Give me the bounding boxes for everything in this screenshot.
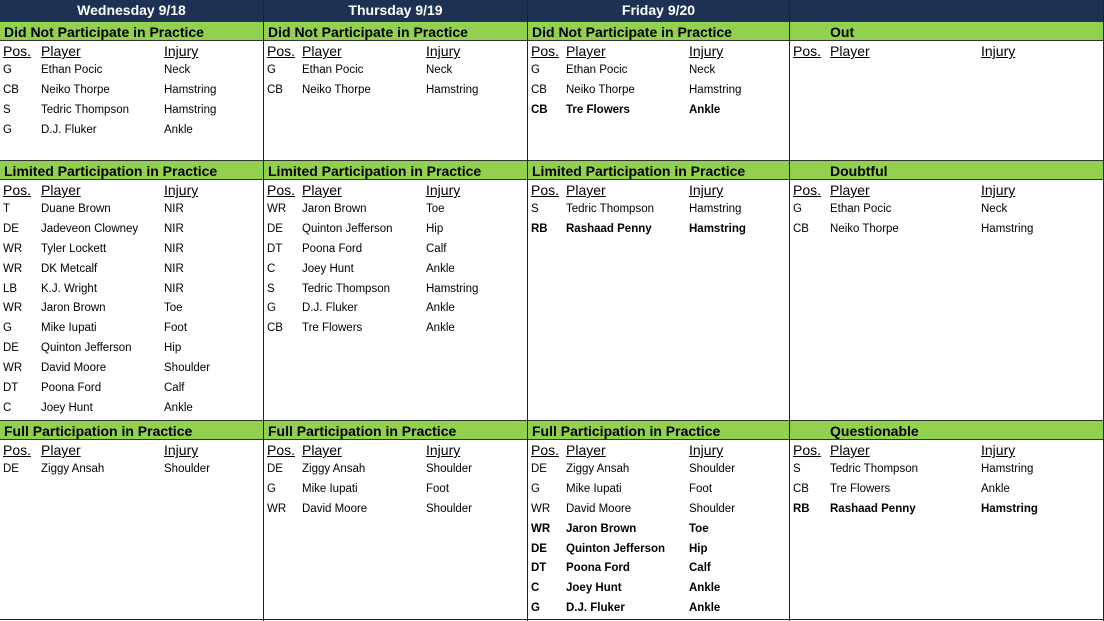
injury-cell: Neck <box>689 64 716 76</box>
column-headers <box>528 440 789 460</box>
position-cell: LB <box>3 282 18 295</box>
injury-cell: Calf <box>689 562 711 575</box>
bottom-border <box>0 619 1104 620</box>
injury-header: Injury <box>981 442 1016 458</box>
day-header: Wednesday 9/18 <box>0 0 263 21</box>
position-cell: CB <box>531 103 548 116</box>
column-headers <box>0 440 263 460</box>
section-title: Full Participation in Practice <box>528 420 789 440</box>
injury-cell: Hip <box>164 342 182 355</box>
injury-header: Injury <box>426 43 461 59</box>
player-row <box>790 200 1103 220</box>
position-cell: RB <box>531 222 548 235</box>
pos-header: Pos. <box>3 43 32 59</box>
column-headers <box>790 41 1103 61</box>
column-headers <box>264 41 527 61</box>
injury-header: Injury <box>689 43 724 59</box>
injury-cell: Neck <box>164 64 191 76</box>
section-title: Doubtful <box>790 160 1103 180</box>
player-name-cell: Joey Hunt <box>566 582 622 595</box>
player-name-cell: Ethan Pocic <box>830 203 892 215</box>
player-row <box>264 220 527 240</box>
player-name-cell: Rashaad Penny <box>830 502 916 515</box>
player-header: Player <box>302 43 342 59</box>
player-name-cell: Tedric Thompson <box>41 103 129 116</box>
injury-cell: Shoulder <box>164 362 211 375</box>
player-name-cell: Rashaad Penny <box>566 222 652 235</box>
player-row <box>528 101 789 121</box>
injury-cell: Hamstring <box>689 83 742 96</box>
injury-cell: Ankle <box>164 401 193 414</box>
position-cell: T <box>3 203 11 215</box>
section-title: Questionable <box>790 420 1103 440</box>
injury-cell: Hamstring <box>689 203 742 215</box>
injury-header: Injury <box>164 442 199 458</box>
player-name-cell: Joey Hunt <box>41 401 93 414</box>
practice-section <box>528 21 789 121</box>
player-row <box>0 399 263 419</box>
injury-cell: Hamstring <box>426 83 479 96</box>
player-name-cell: Neiko Thorpe <box>41 83 110 96</box>
injury-cell: Ankle <box>689 602 721 615</box>
injury-cell: Foot <box>689 482 713 495</box>
player-name-cell: Neiko Thorpe <box>302 83 371 96</box>
player-row <box>528 520 789 540</box>
injury-cell: Ankle <box>164 123 193 136</box>
pos-header: Pos. <box>793 442 822 458</box>
section-title: Limited Participation in Practice <box>264 160 527 180</box>
player-row <box>790 460 1103 480</box>
position-cell: CB <box>267 322 283 335</box>
day-column <box>264 0 528 621</box>
player-row <box>0 101 263 121</box>
player-row <box>0 319 263 339</box>
injury-cell: Toe <box>164 302 183 315</box>
player-name-cell: Tedric Thompson <box>830 463 918 475</box>
player-row <box>0 220 263 240</box>
player-header: Player <box>41 182 81 198</box>
position-cell: DE <box>267 222 283 235</box>
position-cell: WR <box>267 502 287 515</box>
practice-section <box>790 420 1103 520</box>
injury-cell: Toe <box>426 203 445 215</box>
column-headers <box>0 41 263 61</box>
player-name-cell: Jaron Brown <box>41 302 106 315</box>
player-name-cell: Jaron Brown <box>302 203 367 215</box>
column-headers <box>790 440 1103 460</box>
player-name-cell: Duane Brown <box>41 203 111 215</box>
player-row <box>0 260 263 280</box>
injury-cell: Ankle <box>689 103 721 116</box>
injury-header: Injury <box>689 442 724 458</box>
practice-section <box>0 21 263 141</box>
practice-section <box>264 420 527 520</box>
day-column <box>0 0 264 621</box>
injury-header: Injury <box>164 182 199 198</box>
player-row <box>0 121 263 141</box>
player-row <box>0 240 263 260</box>
position-cell: G <box>267 482 276 495</box>
position-cell: CB <box>793 482 809 495</box>
player-name-cell: Mike Iupati <box>41 322 97 335</box>
player-row <box>0 280 263 300</box>
practice-section <box>790 160 1103 240</box>
injury-cell: Hamstring <box>164 103 217 116</box>
player-header: Player <box>302 442 342 458</box>
position-cell: G <box>267 302 276 315</box>
position-cell: WR <box>531 522 551 535</box>
player-row <box>528 540 789 560</box>
position-cell: C <box>531 582 540 595</box>
injury-cell: Hamstring <box>981 502 1038 515</box>
section-title: Limited Participation in Practice <box>0 160 263 180</box>
injury-cell: Hamstring <box>426 282 479 295</box>
position-cell: G <box>3 322 12 335</box>
section-title: Did Not Participate in Practice <box>264 21 527 41</box>
position-cell: G <box>531 64 540 76</box>
player-name-cell: Ziggy Ansah <box>566 463 630 475</box>
column-headers <box>264 440 527 460</box>
position-cell: WR <box>3 362 23 375</box>
day-header: Friday 9/20 <box>528 0 789 21</box>
pos-header: Pos. <box>531 182 560 198</box>
player-row <box>0 379 263 399</box>
player-name-cell: Neiko Thorpe <box>566 83 635 96</box>
day-column <box>528 0 790 621</box>
position-cell: DE <box>531 542 547 555</box>
injury-cell: Neck <box>426 64 453 76</box>
practice-section <box>264 160 527 339</box>
position-cell: G <box>3 64 12 76</box>
player-name-cell: David Moore <box>302 502 368 515</box>
day-header: Thursday 9/19 <box>264 0 527 21</box>
position-cell: C <box>3 401 12 414</box>
player-row <box>264 460 527 480</box>
practice-section <box>264 21 527 101</box>
column-headers <box>0 180 263 200</box>
player-header: Player <box>566 442 606 458</box>
position-cell: DE <box>3 222 19 235</box>
pos-header: Pos. <box>793 182 822 198</box>
player-row <box>528 579 789 599</box>
player-header: Player <box>830 442 870 458</box>
pos-header: Pos. <box>3 182 32 198</box>
player-row <box>528 559 789 579</box>
player-name-cell: D.J. Fluker <box>41 123 97 136</box>
section-title: Limited Participation in Practice <box>528 160 789 180</box>
pos-header: Pos. <box>267 442 296 458</box>
section-title: Full Participation in Practice <box>264 420 527 440</box>
injury-cell: Hamstring <box>981 222 1034 235</box>
injury-cell: Toe <box>689 522 709 535</box>
position-cell: DE <box>3 463 19 475</box>
injury-cell: Neck <box>981 203 1008 215</box>
position-cell: C <box>267 262 276 275</box>
position-cell: CB <box>793 222 809 235</box>
pos-header: Pos. <box>3 442 32 458</box>
player-row <box>0 81 263 101</box>
player-row <box>264 260 527 280</box>
position-cell: DT <box>3 382 19 395</box>
player-name-cell: David Moore <box>41 362 107 375</box>
injury-header: Injury <box>981 43 1016 59</box>
injury-cell: NIR <box>164 282 184 295</box>
section-title: Out <box>790 21 1103 41</box>
practice-section <box>0 420 263 480</box>
practice-section <box>528 420 789 619</box>
position-cell: CB <box>531 83 547 96</box>
injury-cell: Hamstring <box>689 222 746 235</box>
player-row <box>528 220 789 240</box>
player-row <box>264 200 527 220</box>
position-cell: WR <box>531 502 551 515</box>
position-cell: G <box>267 64 276 76</box>
section-title: Did Not Participate in Practice <box>0 21 263 41</box>
player-name-cell: Quinton Jefferson <box>566 542 666 555</box>
player-row <box>528 480 789 500</box>
player-row <box>264 61 527 81</box>
player-name-cell: Joey Hunt <box>302 262 354 275</box>
player-name-cell: Poona Ford <box>566 562 630 575</box>
player-row <box>0 200 263 220</box>
player-name-cell: Ziggy Ansah <box>41 463 105 475</box>
position-cell: S <box>3 103 11 116</box>
column-headers <box>528 180 789 200</box>
position-cell: WR <box>3 262 23 275</box>
position-cell: S <box>267 282 275 295</box>
player-name-cell: Poona Ford <box>302 242 363 255</box>
player-name-cell: Tedric Thompson <box>302 282 390 295</box>
pos-header: Pos. <box>793 43 822 59</box>
position-cell: CB <box>3 83 19 96</box>
injury-cell: Ankle <box>981 482 1010 495</box>
player-header: Player <box>302 182 342 198</box>
player-row <box>528 81 789 101</box>
player-row <box>528 200 789 220</box>
player-header: Player <box>830 182 870 198</box>
player-name-cell: David Moore <box>566 502 632 515</box>
player-row <box>0 359 263 379</box>
player-name-cell: Jaron Brown <box>566 522 637 535</box>
injury-cell: Shoulder <box>689 502 736 515</box>
player-row <box>0 299 263 319</box>
injury-cell: Shoulder <box>426 502 473 515</box>
position-cell: DE <box>531 463 547 475</box>
player-row <box>0 339 263 359</box>
injury-cell: Shoulder <box>164 463 211 475</box>
player-name-cell: Ziggy Ansah <box>302 463 366 475</box>
injury-cell: Ankle <box>426 262 455 275</box>
position-cell: G <box>3 123 12 136</box>
injury-header: Injury <box>981 182 1016 198</box>
player-name-cell: Ethan Pocic <box>566 64 628 76</box>
position-cell: G <box>793 203 802 215</box>
injury-cell: Calf <box>426 242 447 255</box>
injury-cell: Ankle <box>689 582 721 595</box>
position-cell: DT <box>267 242 283 255</box>
player-row <box>264 500 527 520</box>
player-row <box>0 61 263 81</box>
pos-header: Pos. <box>531 43 560 59</box>
position-cell: WR <box>267 203 287 215</box>
injury-cell: NIR <box>164 262 184 275</box>
position-cell: DE <box>267 463 283 475</box>
practice-section <box>790 21 1103 61</box>
player-name-cell: Tre Flowers <box>566 103 630 116</box>
player-name-cell: Ethan Pocic <box>41 64 103 76</box>
player-row <box>264 319 527 339</box>
injury-cell: Hip <box>689 542 708 555</box>
player-name-cell: D.J. Fluker <box>302 302 358 315</box>
player-header: Player <box>830 43 870 59</box>
player-name-cell: Jadeveon Clowney <box>41 222 139 235</box>
pos-header: Pos. <box>531 442 560 458</box>
player-name-cell: Tyler Lockett <box>41 242 107 255</box>
player-name-cell: K.J. Wright <box>41 282 98 295</box>
column-headers <box>790 180 1103 200</box>
section-title: Full Participation in Practice <box>0 420 263 440</box>
player-name-cell: DK Metcalf <box>41 262 98 275</box>
position-cell: G <box>531 602 540 615</box>
position-cell: RB <box>793 502 810 515</box>
position-cell: S <box>793 463 801 475</box>
injury-cell: Calf <box>164 382 185 395</box>
pos-header: Pos. <box>267 182 296 198</box>
player-row <box>528 599 789 619</box>
injury-header: Injury <box>426 442 461 458</box>
player-row <box>790 220 1103 240</box>
injury-cell: Foot <box>164 322 188 335</box>
player-name-cell: Quinton Jefferson <box>302 222 393 235</box>
practice-section <box>0 160 263 419</box>
player-row <box>264 480 527 500</box>
injury-cell: Ankle <box>426 322 455 335</box>
practice-section <box>528 160 789 240</box>
player-header: Player <box>41 442 81 458</box>
position-cell: G <box>531 482 540 495</box>
player-header: Player <box>566 182 606 198</box>
player-row <box>264 240 527 260</box>
injury-header: Injury <box>164 43 199 59</box>
player-row <box>528 61 789 81</box>
player-row <box>790 500 1103 520</box>
player-header: Player <box>566 43 606 59</box>
injury-cell: Shoulder <box>689 463 736 475</box>
column-headers <box>528 41 789 61</box>
pos-header: Pos. <box>267 43 296 59</box>
player-name-cell: Quinton Jefferson <box>41 342 132 355</box>
injury-cell: Foot <box>426 482 450 495</box>
player-name-cell: D.J. Fluker <box>566 602 625 615</box>
player-name-cell: Neiko Thorpe <box>830 222 899 235</box>
injury-cell: NIR <box>164 242 184 255</box>
player-row <box>264 81 527 101</box>
day-header <box>790 0 1103 21</box>
player-name-cell: Tedric Thompson <box>566 203 654 215</box>
player-row <box>264 280 527 300</box>
position-cell: DT <box>531 562 547 575</box>
player-row <box>790 480 1103 500</box>
day-column <box>790 0 1104 621</box>
column-headers <box>264 180 527 200</box>
injury-cell: Hip <box>426 222 444 235</box>
player-name-cell: Mike Iupati <box>566 482 622 495</box>
injury-header: Injury <box>426 182 461 198</box>
injury-cell: NIR <box>164 222 184 235</box>
player-name-cell: Poona Ford <box>41 382 102 395</box>
player-name-cell: Mike Iupati <box>302 482 358 495</box>
position-cell: CB <box>267 83 283 96</box>
position-cell: WR <box>3 302 23 315</box>
position-cell: DE <box>3 342 19 355</box>
injury-header: Injury <box>689 182 724 198</box>
player-name-cell: Tre Flowers <box>830 482 891 495</box>
position-cell: WR <box>3 242 23 255</box>
section-title: Did Not Participate in Practice <box>528 21 789 41</box>
injury-cell: Ankle <box>426 302 455 315</box>
player-row <box>264 299 527 319</box>
player-name-cell: Tre Flowers <box>302 322 363 335</box>
player-row <box>528 500 789 520</box>
injury-cell: Hamstring <box>981 463 1034 475</box>
player-name-cell: Ethan Pocic <box>302 64 364 76</box>
position-cell: S <box>531 203 539 215</box>
player-row <box>528 460 789 480</box>
injury-cell: NIR <box>164 203 184 215</box>
player-header: Player <box>41 43 81 59</box>
injury-cell: Hamstring <box>164 83 217 96</box>
player-row <box>0 460 263 480</box>
injury-cell: Shoulder <box>426 463 473 475</box>
